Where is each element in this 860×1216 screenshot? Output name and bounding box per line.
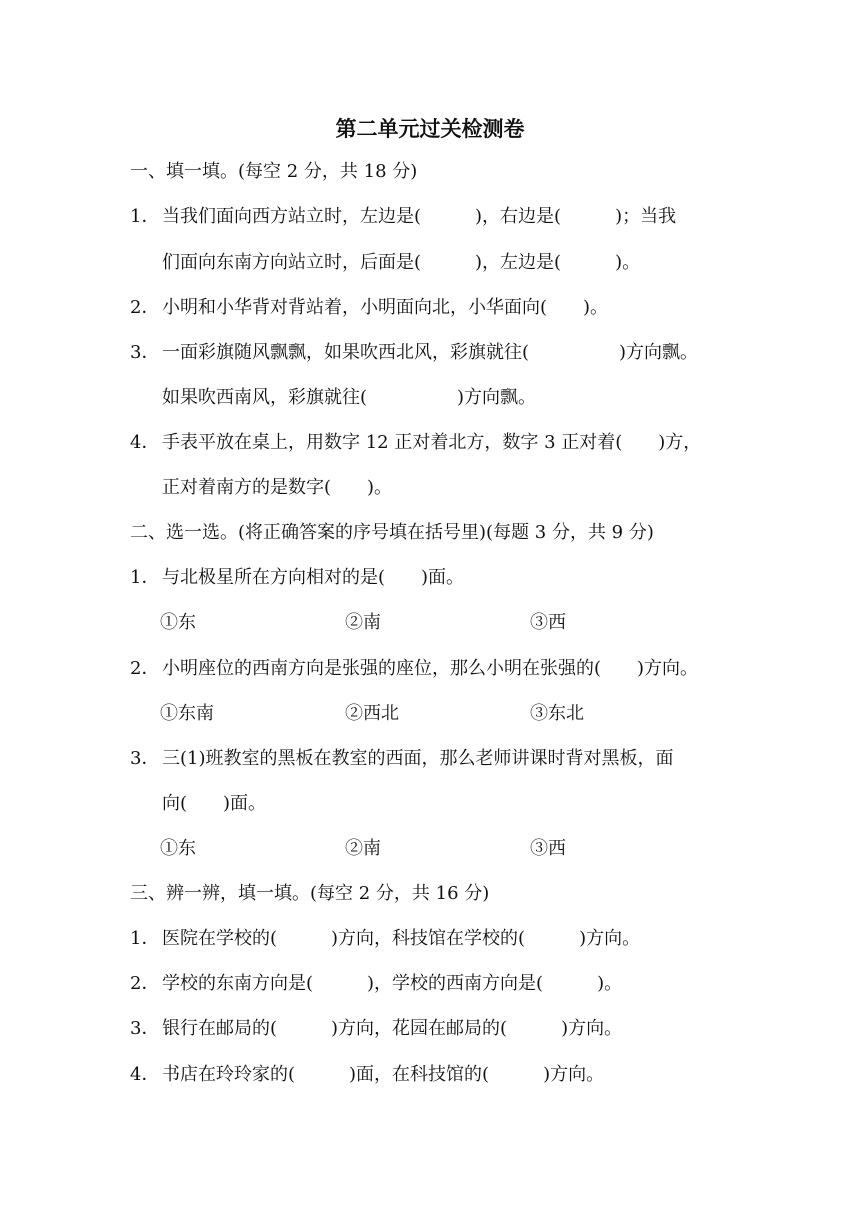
question-3-4	[130, 1061, 604, 1089]
question-3-2	[130, 970, 622, 998]
question-2-3-continued: 向( )面。	[162, 793, 267, 814]
option-1: ①东	[160, 612, 196, 633]
question-1-2	[130, 294, 608, 322]
question-text: 学校的东南方向是( )，学校的西南方向是( )。	[162, 973, 623, 994]
option-3: ③西	[530, 612, 566, 633]
question-1-1-continued: 们面向东南方向站立时，后面是( )，左边是( )。	[162, 252, 641, 273]
option-3: ③西	[530, 838, 566, 859]
question-text: 小明座位的西南方向是张强的座位，那么小明在张强的( )方向。	[162, 658, 699, 679]
question-1-4	[130, 429, 701, 457]
option-1: ①东南	[160, 703, 214, 724]
option-2: ②南	[345, 612, 381, 633]
question-text: 书店在玲玲家的( )面，在科技馆的( )方向。	[162, 1064, 605, 1085]
section-heading-2: 二、选一选。(将正确答案的序号填在括号里)(每题 3 分，共 9 分)	[130, 522, 654, 543]
option-3: ③东北	[530, 703, 584, 724]
question-2-3	[130, 745, 674, 773]
question-1-1	[130, 203, 676, 231]
question-number: 1．	[130, 567, 160, 588]
question-2-2	[130, 655, 698, 683]
question-1-3	[130, 339, 698, 367]
question-1-4-continued: 正对着南方的是数字( )。	[162, 477, 393, 498]
question-1-3-continued: 如果吹西南风，彩旗就往( )方向飘。	[162, 387, 537, 408]
question-2-1	[130, 564, 464, 592]
question-number: 2．	[130, 658, 160, 679]
section-heading-3: 三、辨一辨，填一填。(每空 2 分，共 16 分)	[130, 883, 490, 904]
option-2: ②西北	[345, 703, 399, 724]
question-number: 1．	[130, 206, 160, 227]
option-2: ②南	[345, 838, 381, 859]
question-text: 与北极星所在方向相对的是( )面。	[162, 567, 465, 588]
question-number: 1．	[130, 928, 160, 949]
question-number: 2．	[130, 973, 160, 994]
question-text: 银行在邮局的( )方向，花园在邮局的( )方向。	[162, 1018, 623, 1039]
question-text: 三(1)班教室的黑板在教室的西面，那么老师讲课时背对黑板，面	[162, 748, 674, 769]
question-number: 3．	[130, 1018, 160, 1039]
question-number: 4．	[130, 432, 160, 453]
question-text: 当我们面向西方站立时，左边是( )，右边是( )；当我	[162, 206, 677, 227]
question-number: 3．	[130, 342, 160, 363]
question-number: 4．	[130, 1064, 160, 1085]
question-text: 小明和小华背对背站着，小明面向北，小华面向( )。	[162, 297, 609, 318]
question-number: 2．	[130, 297, 160, 318]
section-heading-1: 一、填一填。(每空 2 分，共 18 分)	[130, 161, 418, 182]
question-text: 手表平放在桌上，用数字 12 正对着北方，数字 3 正对着( )方，	[162, 432, 702, 453]
page-title: 第二单元过关检测卷	[335, 117, 525, 141]
question-number: 3．	[130, 748, 160, 769]
question-3-1	[130, 925, 640, 953]
option-1: ①东	[160, 838, 196, 859]
question-text: 医院在学校的( )方向，科技馆在学校的( )方向。	[162, 928, 641, 949]
question-3-3	[130, 1015, 622, 1043]
question-text: 一面彩旗随风飘飘，如果吹西北风，彩旗就往( )方向飘。	[162, 342, 699, 363]
